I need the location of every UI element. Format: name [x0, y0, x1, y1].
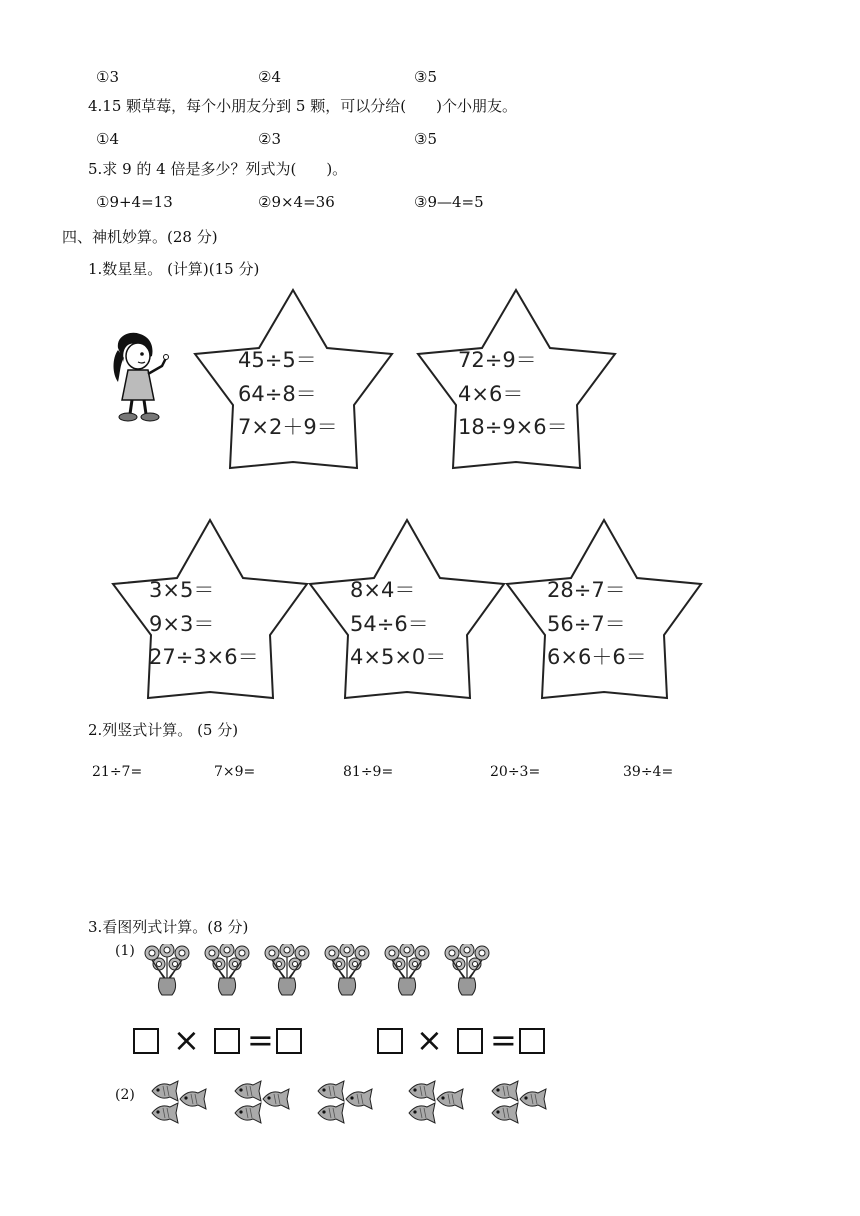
- star-problem: 8×4＝: [350, 578, 416, 602]
- star-problem: 4×6＝: [458, 382, 524, 406]
- part-2-title: 2.列竖式计算。 (5 分): [88, 721, 239, 739]
- answer-box[interactable]: [377, 1028, 403, 1054]
- answer-box[interactable]: [276, 1028, 302, 1054]
- star-outline: [195, 290, 392, 468]
- times-sign: ×: [173, 1021, 200, 1059]
- star-problem: 28÷7＝: [547, 578, 626, 602]
- option: ②9×4=36: [258, 193, 335, 211]
- fish-icon: [233, 1102, 263, 1128]
- question-5: 5.求 9 的 4 倍是多少？列式为( )。: [88, 160, 348, 178]
- option: ①9+4=13: [96, 193, 173, 211]
- star-problem: 64÷8＝: [238, 382, 317, 406]
- fish-icon: [518, 1088, 548, 1114]
- star-card: [507, 520, 701, 698]
- fish-icon: [407, 1102, 437, 1128]
- flower-vase-icon: [202, 944, 252, 1000]
- star-problem: 18÷9×6＝: [458, 415, 568, 439]
- star-problem: 4×5×0＝: [350, 645, 447, 669]
- option: ③5: [414, 130, 437, 148]
- fish-icon: [316, 1102, 346, 1128]
- fish-icon: [490, 1102, 520, 1128]
- vertical-calc: 81÷9=: [343, 764, 394, 780]
- times-sign: ×: [416, 1021, 443, 1059]
- vertical-calc: 21÷7=: [92, 764, 143, 780]
- star-problem: 27÷3×6＝: [149, 645, 259, 669]
- star-card: [195, 290, 392, 468]
- flower-vase-icon: [142, 944, 192, 1000]
- star-outline: [507, 520, 701, 698]
- vertical-calc: 20÷3=: [490, 764, 541, 780]
- girl-pointing-icon: [108, 328, 172, 424]
- answer-box[interactable]: [214, 1028, 240, 1054]
- star-outline: [418, 290, 615, 468]
- star-problem: 3×5＝: [149, 578, 215, 602]
- option: ③9—4=5: [414, 193, 484, 211]
- fish-icon: [344, 1088, 374, 1114]
- star-card: [418, 290, 615, 468]
- flower-vase-icon: [442, 944, 492, 1000]
- star-outline: [113, 520, 307, 698]
- vertical-calc: 7×9=: [214, 764, 256, 780]
- star-problem: 45÷5＝: [238, 348, 317, 372]
- fish-icon: [261, 1088, 291, 1114]
- flower-vase-icon: [262, 944, 312, 1000]
- answer-box[interactable]: [457, 1028, 483, 1054]
- option: ③5: [414, 68, 437, 86]
- fish-icon: [178, 1088, 208, 1114]
- star-outline: [310, 520, 504, 698]
- star-problem: 56÷7＝: [547, 612, 626, 636]
- star-card: [113, 520, 307, 698]
- star-problem: 6×6＋6＝: [547, 645, 647, 669]
- section-title: 四、神机妙算。(28 分): [62, 228, 218, 246]
- question-4: 4.15 颗草莓，每个小朋友分到 5 颗，可以分给( )个小朋友。: [88, 97, 517, 115]
- star-problem: 9×3＝: [149, 612, 215, 636]
- flower-vase-icon: [382, 944, 432, 1000]
- star-card: [310, 520, 504, 698]
- sub-question-label: (1): [115, 943, 135, 959]
- part-3-title: 3.看图列式计算。(8 分): [88, 918, 249, 936]
- sub-question-label: (2): [115, 1087, 135, 1103]
- equals-sign: =: [490, 1021, 517, 1059]
- option: ①4: [96, 130, 119, 148]
- star-problem: 72÷9＝: [458, 348, 537, 372]
- option: ②4: [258, 68, 281, 86]
- vertical-calc: 39÷4=: [623, 764, 674, 780]
- fish-icon: [435, 1088, 465, 1114]
- fish-icon: [150, 1102, 180, 1128]
- option: ①3: [96, 68, 119, 86]
- answer-box[interactable]: [133, 1028, 159, 1054]
- answer-box[interactable]: [519, 1028, 545, 1054]
- flower-vase-icon: [322, 944, 372, 1000]
- star-problem: 7×2＋9＝: [238, 415, 338, 439]
- equals-sign: =: [247, 1021, 274, 1059]
- option: ②3: [258, 130, 281, 148]
- part-1-title: 1.数星星。 (计算)(15 分): [88, 260, 260, 278]
- star-problem: 54÷6＝: [350, 612, 429, 636]
